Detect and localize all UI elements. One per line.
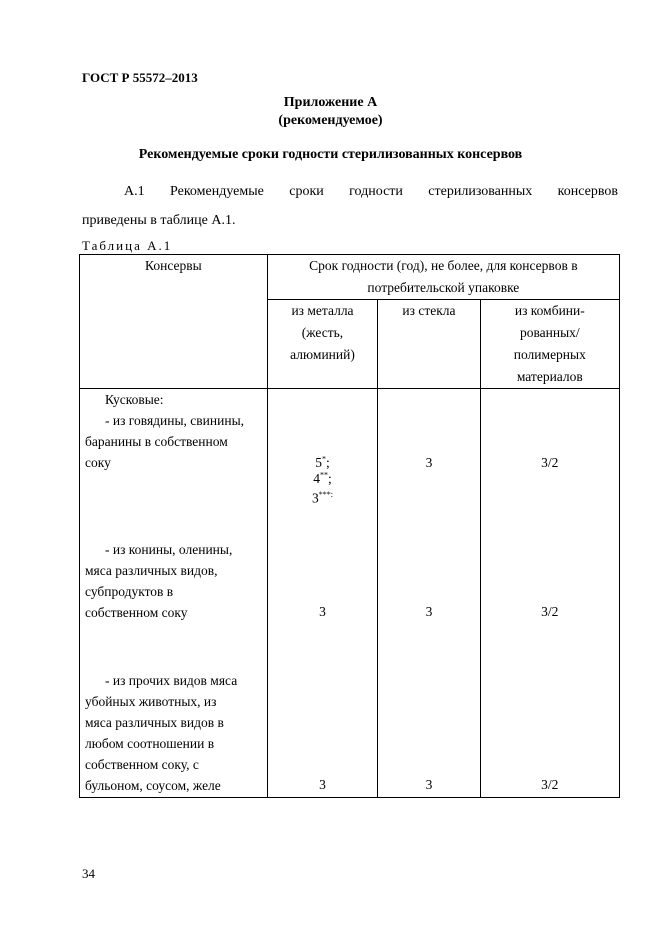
row-3-glass-value: 3 bbox=[425, 777, 433, 792]
row-1-label-line: баранины в собственном bbox=[85, 434, 228, 449]
row-1-glass-value: 3 bbox=[425, 455, 433, 470]
row-3-combined-value: 3/2 bbox=[541, 777, 559, 792]
body-cell-glass bbox=[378, 389, 480, 798]
document-header: ГОСТ Р 55572–2013 bbox=[82, 70, 198, 85]
header-glass-label: из стекла bbox=[402, 303, 456, 318]
metal-value-line: 3***: bbox=[312, 490, 333, 506]
header-combined-line: материалов bbox=[516, 369, 583, 384]
row-3-label-line: собственном соку, с bbox=[85, 757, 199, 772]
header-metal-line: алюминий) bbox=[290, 347, 355, 362]
row-3-label-line: любом соотношении в bbox=[85, 736, 215, 751]
header-group-line: Срок годности (год), не более, для консервов в bbox=[309, 258, 578, 273]
row-1-label-line: Кусковые: bbox=[105, 392, 164, 407]
row-2-glass-value: 3 bbox=[425, 604, 433, 619]
header-products-label: Консервы bbox=[145, 258, 202, 273]
header-group-line: потребительской упаковке bbox=[367, 280, 520, 295]
metal-value-line: 5*; bbox=[315, 454, 330, 470]
row-2-label-line: - из конины, оленины, bbox=[105, 542, 233, 557]
header-cell-products bbox=[80, 255, 268, 389]
metal-value-line: 4**; bbox=[313, 470, 332, 486]
row-1-label bbox=[85, 389, 265, 473]
appendix-title: Приложение А bbox=[283, 95, 378, 110]
header-cell-shelf-life bbox=[267, 255, 619, 300]
row-3-label-line: мяса различных видов в bbox=[85, 715, 224, 730]
table-caption: Таблица А.1 bbox=[82, 238, 173, 253]
row-1-label-line: соку bbox=[85, 455, 111, 470]
row-3-label-line: бульоном, соусом, желе bbox=[85, 778, 221, 793]
page-number: 34 bbox=[82, 866, 95, 881]
body-cell-products bbox=[80, 389, 268, 798]
body-cell-metal bbox=[267, 389, 378, 798]
header-combined-line: полимерных bbox=[513, 347, 586, 362]
row-2-combined-value: 3/2 bbox=[541, 604, 559, 619]
header-metal-line: (жесть, bbox=[301, 325, 344, 340]
header-combined-line: рованных/ bbox=[519, 325, 580, 340]
header-cell-combined bbox=[480, 300, 619, 389]
header-metal-line: из металла bbox=[291, 303, 354, 318]
header-cell-metal bbox=[267, 300, 378, 389]
shelf-life-table bbox=[79, 254, 620, 798]
row-3-label-line: убойных животных, из bbox=[85, 694, 217, 709]
row-2-label-line: собственном соку bbox=[85, 605, 188, 620]
header-combined-line: из комбини- bbox=[514, 303, 585, 318]
row-3-label bbox=[85, 670, 265, 796]
paragraph-line-2: приведены в таблице А.1. bbox=[82, 213, 236, 228]
row-3-metal-value: 3 bbox=[319, 777, 326, 792]
row-3-label-line: - из прочих видов мяса bbox=[105, 673, 238, 688]
row-1-combined-value: 3/2 bbox=[541, 455, 559, 470]
row-1-label-line: - из говядины, свинины, bbox=[105, 413, 245, 428]
row-2-label-line: субпродуктов в bbox=[85, 584, 174, 599]
header-cell-glass bbox=[378, 300, 480, 389]
body-cell-combined bbox=[480, 389, 619, 798]
section-title: Рекомендуемые сроки годности стерилизованных консервов bbox=[138, 147, 523, 162]
row-2-label bbox=[85, 539, 265, 623]
row-2-metal-value: 3 bbox=[319, 604, 326, 619]
row-1-metal-value bbox=[268, 455, 378, 507]
row-2-label-line: мяса различных видов, bbox=[85, 563, 218, 578]
appendix-subtitle: (рекомендуемое) bbox=[278, 113, 383, 128]
paragraph-line-1: А.1 Рекомендуемые сроки годности стерилизованных консервов bbox=[124, 184, 618, 199]
